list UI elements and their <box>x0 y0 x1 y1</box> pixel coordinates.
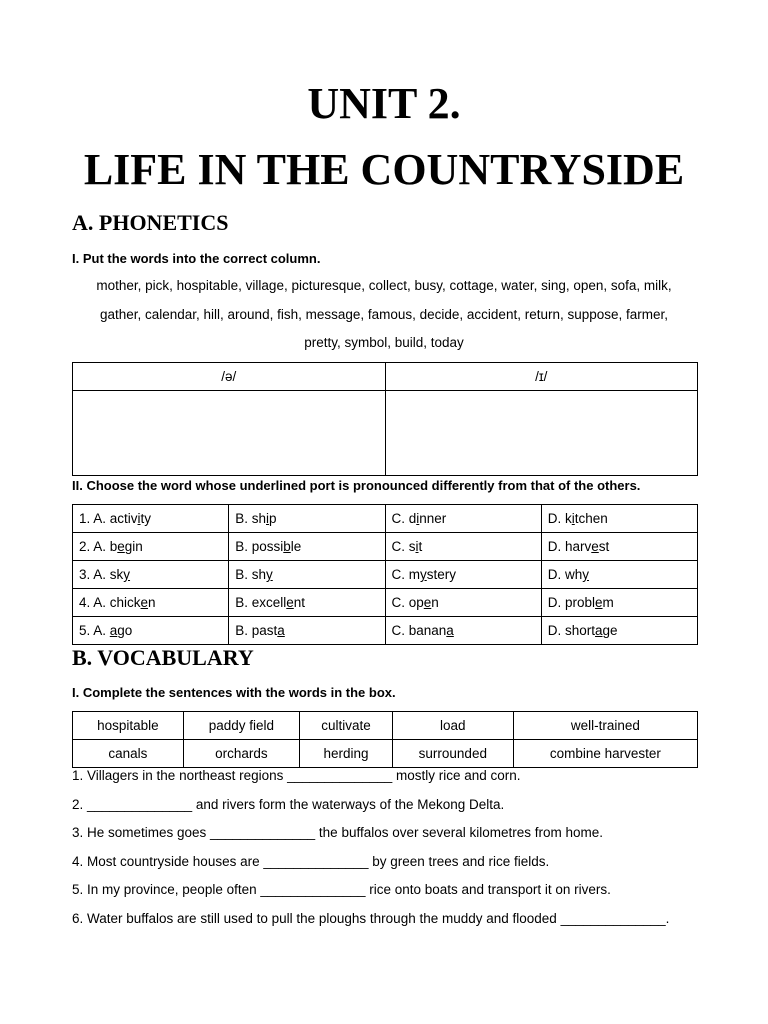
choice-row <box>73 589 698 617</box>
answer-cell-schwa[interactable] <box>73 391 386 476</box>
word-box-item: combine harvester <box>513 740 697 768</box>
word-box-item: herding <box>300 740 393 768</box>
section-a-heading: A. PHONETICS <box>72 210 229 235</box>
answer-cell-short-i[interactable] <box>385 391 698 476</box>
choice-row <box>73 617 698 645</box>
underlined-letter: y <box>420 567 427 582</box>
choice-option[interactable]: B. excellent <box>229 589 385 617</box>
word-box-table <box>72 711 698 768</box>
phonetics-instruction-1: I. Put the words into the correct column. <box>72 251 321 266</box>
word-box-row <box>73 712 698 740</box>
choice-option[interactable]: 1. A. activity <box>73 505 229 533</box>
pronunciation-choice-table <box>72 504 698 645</box>
choice-option[interactable]: D. kitchen <box>541 505 697 533</box>
choice-option[interactable]: 2. A. begin <box>73 533 229 561</box>
underlined-letter: a <box>595 623 603 638</box>
fill-in-sentence: 6. Water buffalos are still used to pull the ploughs through the muddy and flooded ______________. <box>72 911 670 926</box>
choice-option[interactable]: C. dinner <box>385 505 541 533</box>
underlined-letter: e <box>595 595 603 610</box>
underlined-letter: e <box>140 595 149 610</box>
choice-option[interactable]: C. banana <box>385 617 541 645</box>
underlined-letter: a <box>277 623 285 638</box>
word-list-line-3: pretty, symbol, build, today <box>304 335 464 350</box>
underlined-letter: i <box>266 511 270 526</box>
choice-row <box>73 533 698 561</box>
choice-row <box>73 505 698 533</box>
underlined-letter: y <box>123 567 131 582</box>
underlined-letter: e <box>591 539 599 554</box>
choice-row <box>73 561 698 589</box>
underlined-letter: y <box>582 567 590 582</box>
fill-in-sentence: 2. ______________ and rivers form the waterways of the Mekong Delta. <box>72 796 505 812</box>
word-box-row <box>73 740 698 768</box>
word-box-item: paddy field <box>183 712 299 740</box>
underlined-letter: i <box>571 511 575 526</box>
column-header-schwa: /ə/ <box>73 363 386 391</box>
choice-option[interactable]: D. shortage <box>541 617 697 645</box>
choice-option[interactable]: B. possible <box>229 533 385 561</box>
phonetics-instruction-2: II. Choose the word whose underlined port is pronounced differently from that of the others. <box>72 478 641 493</box>
choice-option[interactable]: 4. A. chicken <box>73 589 229 617</box>
underlined-letter: b <box>283 539 291 554</box>
choice-option[interactable]: C. mystery <box>385 561 541 589</box>
underlined-letter: i <box>137 511 141 526</box>
word-box-item: cultivate <box>300 712 393 740</box>
choice-option[interactable]: D. harvest <box>541 533 697 561</box>
unit-title: UNIT 2. <box>307 79 461 128</box>
vocabulary-instruction-1: I. Complete the sentences with the words in the box. <box>72 685 396 700</box>
choice-option[interactable]: B. ship <box>229 505 385 533</box>
underlined-letter: a <box>446 623 454 638</box>
fill-in-sentence: 5. In my province, people often ______________ rice onto boats and transport it on rivers. <box>72 882 611 898</box>
unit-subtitle: LIFE IN THE COUNTRYSIDE <box>83 145 685 194</box>
underlined-letter: e <box>286 595 294 610</box>
word-box-item: hospitable <box>73 712 184 740</box>
word-box-item: surrounded <box>392 740 513 768</box>
choice-option[interactable]: D. why <box>541 561 697 589</box>
fill-in-sentence: 1. Villagers in the northeast regions ______________ mostly rice and corn. <box>72 768 521 783</box>
word-box-item: orchards <box>183 740 299 768</box>
underlined-letter: e <box>117 539 125 554</box>
word-list-line-1: mother, pick, hospitable, village, picturesque, collect, busy, cottage, water, sing, open, sofa, milk, <box>96 278 672 293</box>
underlined-letter: i <box>416 511 420 526</box>
sound-columns-table <box>72 362 698 476</box>
word-list-line-2: gather, calendar, hill, around, fish, message, famous, decide, accident, return, suppose, farmer, <box>99 307 669 322</box>
word-box-item: canals <box>73 740 184 768</box>
choice-option[interactable]: D. problem <box>541 589 697 617</box>
choice-option[interactable]: 3. A. sky <box>73 561 229 589</box>
underlined-letter: y <box>266 567 273 582</box>
column-header-short-i: /ɪ/ <box>385 363 698 391</box>
underlined-letter: a <box>109 623 118 638</box>
choice-option[interactable]: B. pasta <box>229 617 385 645</box>
underlined-letter: i <box>415 539 419 554</box>
choice-option[interactable]: C. open <box>385 589 541 617</box>
section-b-heading: B. VOCABULARY <box>72 645 254 670</box>
fill-in-sentence: 3. He sometimes goes ______________ the buffalos over several kilometres from home. <box>72 825 604 841</box>
underlined-letter: e <box>423 595 432 610</box>
fill-in-sentence: 4. Most countryside houses are ______________ by green trees and rice fields. <box>72 853 550 869</box>
choice-option[interactable]: 5. A. ago <box>73 617 229 645</box>
word-box-item: well-trained <box>513 712 697 740</box>
choice-option[interactable]: C. sit <box>385 533 541 561</box>
choice-option[interactable]: B. shy <box>229 561 385 589</box>
word-box-item: load <box>392 712 513 740</box>
